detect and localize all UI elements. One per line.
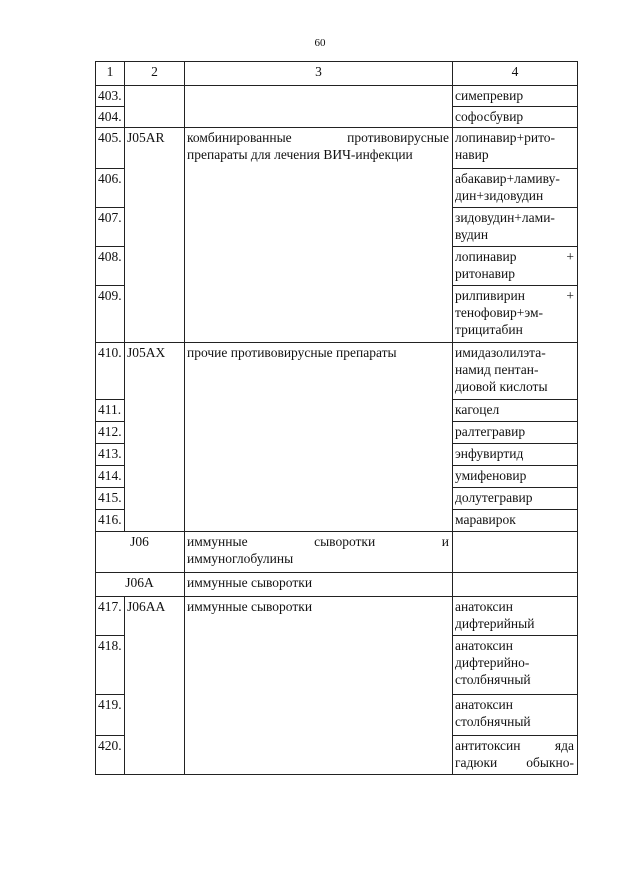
row-number: 419. — [96, 695, 125, 736]
group-code-j06 — [96, 532, 185, 573]
group-name-cell — [185, 532, 453, 573]
drug-name-line: зидовудин+лами- — [455, 210, 555, 225]
drug-name-line: дин+зидовудин — [455, 188, 544, 203]
drug-name-line: дифтерийно- — [455, 655, 530, 670]
drug-name-line: диовой кислоты — [455, 379, 548, 394]
drug-name-line: долутегравир — [455, 490, 533, 505]
atc-code: J05AX — [127, 345, 166, 360]
drug-name-line: софосбувир — [455, 109, 524, 124]
atc-code-cell — [125, 86, 185, 128]
drug-name-cell — [453, 532, 578, 573]
drug-name-cell — [453, 466, 578, 488]
drug-name-line: лопинавир+рито- — [455, 130, 556, 145]
row-number: 409. — [96, 286, 125, 343]
group-name-line: прочие противовирусные препараты — [187, 345, 397, 360]
drug-name-line: анатоксин — [455, 638, 513, 653]
drug-name-line: абакавир+ламиву- — [455, 171, 560, 186]
drug-name-cell — [453, 208, 578, 247]
drug-name-line: трицитабин — [455, 322, 523, 337]
atc-code: J06 — [130, 534, 149, 549]
drug-name-line: антитоксин яда — [455, 738, 574, 753]
drug-name-cell — [453, 736, 578, 775]
group-name-cell: иммунные сыворотки — [185, 573, 453, 597]
row-number: 416. — [96, 510, 125, 532]
row-number: 415. — [96, 488, 125, 510]
atc-code-cell — [125, 597, 185, 775]
row-number: 410. — [96, 343, 125, 400]
drug-name-cell — [453, 247, 578, 286]
drug-name-line: умифеновир — [455, 468, 527, 483]
table-row — [96, 86, 578, 107]
drug-name-cell — [453, 343, 578, 400]
table-row — [96, 128, 578, 169]
drug-name-line: столбнячный — [455, 714, 531, 729]
drug-name-cell — [453, 488, 578, 510]
row-number: 418. — [96, 636, 125, 695]
drug-name-line: навир — [455, 147, 489, 162]
atc-code: J05AR — [127, 130, 165, 145]
drug-name-line: намид пентан- — [455, 362, 539, 377]
row-number: 407. — [96, 208, 125, 247]
group-name-cell — [185, 86, 453, 128]
row-number: 411. — [96, 400, 125, 422]
drug-name-cell — [453, 444, 578, 466]
drug-name-cell — [453, 286, 578, 343]
atc-code-cell — [125, 128, 185, 343]
drug-name-cell — [453, 128, 578, 169]
drug-name-cell — [453, 400, 578, 422]
drug-name-line: симепревир — [455, 88, 524, 103]
drug-name-cell — [453, 573, 578, 597]
group-row-j06 — [96, 532, 578, 573]
group-name-line: иммунные сыворотки и — [187, 534, 449, 549]
row-number: 408. — [96, 247, 125, 286]
atc-code: J06A — [125, 575, 154, 590]
drug-name-line: имидазолилэта- — [455, 345, 546, 360]
drug-name-line: энфувиртид — [455, 446, 524, 461]
page-number: 60 — [314, 37, 326, 49]
row-number: 413. — [96, 444, 125, 466]
drug-name-line: анатоксин — [455, 697, 513, 712]
group-name-line: комбинированные противовирусные — [187, 130, 449, 145]
row-number: 403. — [96, 86, 125, 107]
row-number: 405. — [96, 128, 125, 169]
table-row — [96, 343, 578, 400]
drug-name-cell — [453, 510, 578, 532]
atc-code: J06AA — [127, 599, 166, 614]
drug-name-line: тенофовир+эм- — [455, 305, 544, 320]
table-row — [96, 597, 578, 636]
drug-name-cell — [453, 597, 578, 636]
row-number: 420. — [96, 736, 125, 775]
header-col-2: 2 — [125, 62, 185, 86]
table-header-row — [96, 62, 578, 86]
group-name-cell: иммунные сыворотки — [185, 597, 453, 775]
group-name-line: препараты для лечения ВИЧ-инфекции — [187, 147, 413, 162]
row-number: 417. — [96, 597, 125, 636]
group-name-line: иммуноглобулины — [187, 551, 294, 566]
row-number: 414. — [96, 466, 125, 488]
header-col-4: 4 — [453, 62, 578, 86]
drug-name-cell — [453, 107, 578, 128]
row-number: 412. — [96, 422, 125, 444]
drug-name-cell — [453, 169, 578, 208]
drug-name-cell — [453, 86, 578, 107]
row-number: 404. — [96, 107, 125, 128]
atc-code-cell — [125, 343, 185, 532]
header-col-3: 3 — [185, 62, 453, 86]
drug-name-line: ралтегравир — [455, 424, 526, 439]
group-name-cell — [185, 128, 453, 343]
drug-name-cell — [453, 695, 578, 736]
drug-name-line: гадюки обыкно- — [455, 755, 574, 770]
header-col-1: 1 — [96, 62, 125, 86]
drug-table — [95, 61, 578, 775]
drug-name-line: столбнячный — [455, 672, 531, 687]
drug-name-cell — [453, 422, 578, 444]
group-code-j06a — [96, 573, 185, 597]
drug-name-line: рилпивирин + — [455, 288, 574, 303]
drug-name-line: кагоцел — [455, 402, 500, 417]
drug-name-line: ритонавир — [455, 266, 516, 281]
drug-name-line: анатоксин — [455, 599, 513, 614]
drug-name-line: дифтерийный — [455, 616, 535, 631]
drug-name-line: вудин — [455, 227, 489, 242]
drug-name-line: маравирок — [455, 512, 516, 527]
group-name-cell — [185, 343, 453, 532]
drug-name-cell — [453, 636, 578, 695]
row-number: 406. — [96, 169, 125, 208]
drug-name-line: лопинавир + — [455, 249, 574, 264]
group-row-j06a — [96, 573, 578, 597]
